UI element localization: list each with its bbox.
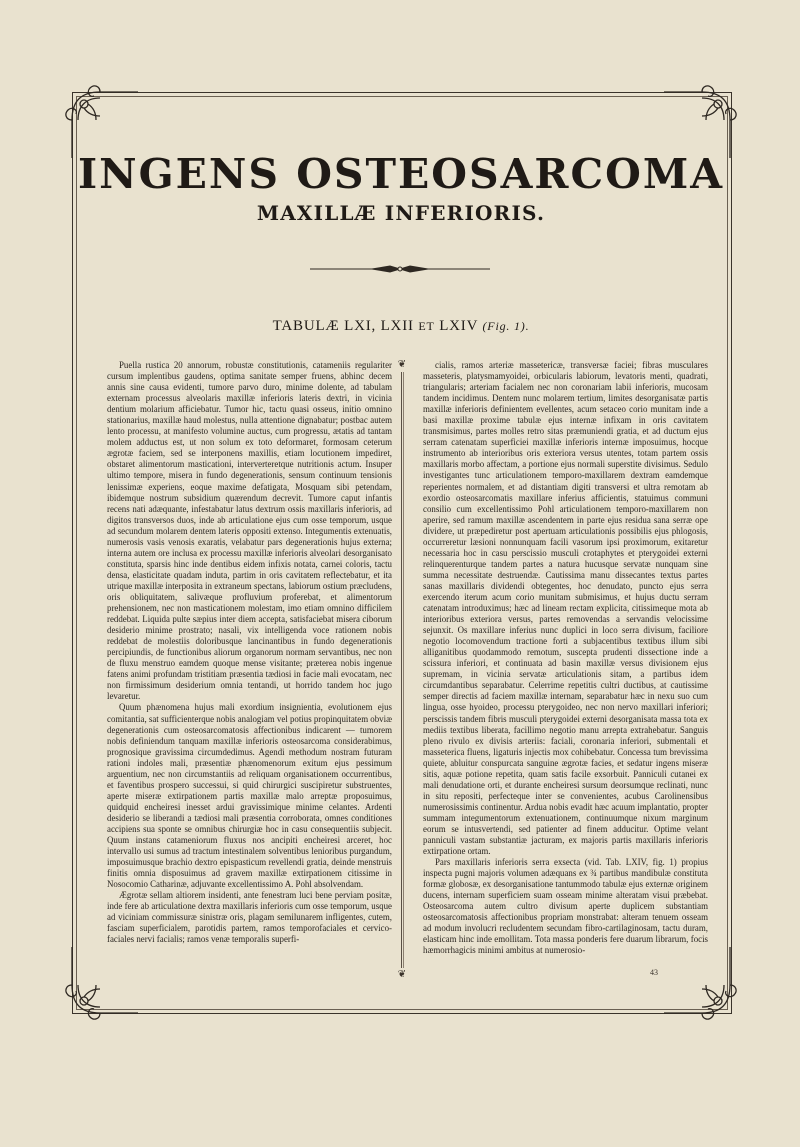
paragraph: cialis, ramos arteriæ massetericæ, transversæ faciei; fibras musculares masseteris, platysmamyoidei, orbicularis labiorum, levatoris menti, quadrati, triangularis; arteriam facialem nec non coronariam labii inferioris, mucosam tandem incidimus. Dentem nunc molarem tertium, limites desorganisatæ partis maxillæ inferioris definientem evellentes, acum setaceo corio munitam inde a basi maxillæ proxime tabulæ ejus internæ infixam in oris cavitatem transmisimus, partes molles retro sitas præmuniendi gratia, et ad ductum ejus serram catenatam superficiei maxillæ inferioris internæ imposuimus, hocque instrumento ab interioribus oris exteriora versus utentes, totam partem ossis maxillaris morbo affectam, a portione ejus normali superstite divisimus. Sedulo investigantes tunc articulationem temporo-maxillarem dextram eamdemque reperientes normalem, et ad distantiam digiti transversi et ultra remotam ab exordio osteosarcomatis maxillare inferius afficientis, statuimus communi consilio cum excellentissimo Pohl articulationem temporo-maxillarem non aperire, sed ramum maxillæ ascendentem in parte ejus residua sana serræ ope dividere, ut præpediretur post apertuam articulationis possibilis ejus phlogosis, occurreretur læsioni nonnunquam facili vasorum ipsi proximorum, exitaretur necessaria hoc in casu perscissio musculi crotaphytes et pterygoidei externi relinquerenturque tandem partes a natura hucusque servatæ nunquam sine summa necessitate destruendæ. Cautissima manu dissecantes textus partes sanas maxillaris dividendi obtegentes, hoc denudato, puncto ejus serra exercendo iterum acum corio munitam submisimus, et hujus ductu serram catenatam introduximus; hæc ad lineam rectam explicita, citissimeque mota ab interioribus exteriora versus, partes removendas a servandis velocissime sejunxit. Os maxillare inferius nunc duplici in loco serra divisum, faciliore negotio locomovendum tractione forti a subjacentibus textibus illum sibi alliganitibus quodammodo remotum, suscepta prudenti dissectione inde a scissura inferiori, et continuata ad basin maxillæ versus divisionem ejus supremam, in vicinia servatæ articulationis sitam, a partibus idem circumdantibus separabatur. Celerrime repetitis cultri ductibus, at cautissime semper directis ad faciem maxillæ internam, separabatur hæc in nexu suo cum lingua, osse hyoideo, processu pterygoideo, nec non nervo maxillari inferiori; perscissis tandem fibris musculi pterygoidei externi desorganisata massa tota ex mediis textibus liberata, facillimo negotio manu arrepta extrahebatur. Sanguis pleno rivulo ex divisis arteriis: faciali, coronaria inferiori, submentali et masseterica fluens, ligaturis injectis mox cohibebatur. Concessa tum brevissima quiete, abluitur conspurcata sanguine ægrotæ facies, et sedatur ingens miseræ sitis, aquæ potione repetita, quam satis facile exsorbuit. Panniculi cutanei ex mali denudatione orti, et durante encheiresi sursum deorsumque reclinati, nunc in situ repositi, perfecteque inter se convenientes, acubus Carolinensibus numerosissimis continentur. Ardua nobis evadit hæc acuum implantatio, propter summam integumentorum extenuationem, continuumque nixum marginum eorum se intusvertendi, sed patienter ad finem adducitur. Optime velant panniculi vastam substantiæ jacturam, ex majoris partis maxillaris inferioris extirpatione ortam.	[423, 360, 708, 857]
paragraph: Pars maxillaris inferioris serra exsecta (vid. Tab. LXIV, fig. 1) propius inspecta pugni majoris volumen adæquans ex ¾ partibus mandibulæ constituta formæ globosæ, ex desorganisatione tantummodo tabulæ ejus externæ originem ducens, internam superficiem suam osseam minime alteratam visui præbebat. Osteosarcoma autem cultro divisum aperte duplicem substantiam osteosarcomatosis affectionibus propriam monstrabat: alteram tenuem osseam ad modum involucri recludentem secundam fibro-cartilaginosam, tactu duram, elasticam hinc inde emollitam. Tota massa ponderis fere duarum librarum, focis hæmorrhagicis minimi ambitus at numerosio-	[423, 857, 708, 956]
plates-conjunction: ET	[418, 319, 435, 333]
plates-reference	[72, 318, 730, 335]
paragraph: Puella rustica 20 annorum, robustæ constitutionis, catameniis regulariter cursum implentibus gaudens, optima sanitate semper fruens, abhinc decem annis sine causa evidenti, tumore parvo duro, minime dolente, ad tabulam externam processus alveolaris maxillæ inferioris lateris dextri, in vicinia dentium molarium afficiebatur. Tumor hic, tactu quasi osseus, initio omnino stationarius, maxillæ haud molestus, nulla attentione dignabatur; postbac autem lento processu, at manifesto volumine auctus, cum progressu, ætatis ad tantam molem adductus est, ut non solum ex toto deformaret, formosam ceterum ægrotæ faciem, sed se interponens maxillis, etiam locutionem impediret, obstaret alimentorum masticationi, interverteretque nutritionis actum. Insuper ultimo tempore, misera in fundo degenerationis, sensum continuum tensionis lenissimæ experiens, eoque maxime defatigata, Mosquam sibi petendam, ibidemque nostrum subsidium quærendum decrevit. Tumore caput infantis recens nati adæquante, infestabatur latus dextrum ossis maxillaris inferioris, ad digitos transversos duos, inde ab articulatione ejus cum osse temporum, usque ad secundum molarem dentem lateris oppositi extenso. Integumentis extenuatis, numerosis vasis venosis exaratis, velabatur pars degenerationis hujus externa; interna autem ore inclusa ex processu maxillæ inferioris alveolari desorganisato constituta, sparsis hinc inde dentibus eidem infixis notata, carnei coloris, tactu densa, elasticitate quadam induta, partim in oris cavitatem reflectebatur, et ita utrique maxillæ interposita in extraneum spectans, labiorum ostium præcludens, oris obliquitatem, salivæque profluvium proferebat, et alimentorum prehensionem, nec non masticationem molestam, imo etiam omnino difficilem reddebat. Liquida pulte sæpius inter diem accepta, satisfaciebat misera ciborum desiderio minime prostrato; nasali, vix intelligenda voce rationem nobis reddebat de molestiis doloribusque lancinantibus in fundo degenerationis percipiundis, de functionibus aliorum organorum normam servantibus, nec non de fluxu menstruo eamdem quoque mense visitante; præterea nobis ingenue fatens animi profundam tristitiam præsentia tædiosi in facie mali evocatam, nec non firmissimum desiderium omnia tentandi, ut horrido tandem hoc jugo levaretur.	[107, 360, 392, 702]
plates-last: LXIV	[439, 318, 478, 334]
divider-ornament-icon	[310, 262, 490, 276]
figure-reference: (Fig. 1).	[482, 319, 530, 333]
divider-finial-icon: ❦	[397, 359, 407, 370]
corner-ornament-icon	[60, 80, 140, 160]
column-divider	[397, 360, 407, 980]
page-number: 43	[650, 968, 658, 977]
corner-ornament-icon	[662, 80, 742, 160]
page-subtitle: MAXILLÆ INFERIORIS.	[256, 201, 546, 225]
text-column-left	[107, 360, 392, 980]
divider-finial-icon: ❦	[397, 969, 407, 980]
paragraph: Quum phænomena hujus mali exordium insignientia, evolutionem ejus comitantia, sat sufficienterque nobis analogiam vel potius propinquitatem obviæ degenerationis cum osteosarcomatosis affectionibus indicarent — tumorem nobis definiendum tanquam maxillæ inferioris osteosarcoma considerabimus, prognosique gravissima circumdedimus. Agendi methodum nostram futuram rationi indoles mali, præsentiæ phænomenorum exitum ejus pessimum arguentium, nec non circumstantiis ad reliquam organisationem occurrentibus, et faventibus prospero successui, si quid chirurgici suscipiretur substruentes, aperte miseræ extirpationem partis maxillæ malo arreptæ proposuimus, quidquid encheiresi inesset ardui gravissimique minime celantes. Ardenti desiderio se liberandi a tædiosi mali præsentia corroborata, omnes conditiones accipiens sua sponte se omnibus chirurgiæ hoc in casu consequentiis subjecit. Quum instans catameniorum fluxus nos ancipiti encheiresi arceret, hoc intervallo usi sumus ad tractum intestinalem solventibus lenioribus purgandum, imposuimusque brachio dextro epispasticum revellendi gratia, deinde menstruis finitis omnia disposuimus ad gravem maxillæ extirpationem citissime in Nosocomio Catharinæ, adjuvante excellentissimo A. Pohl absolvendam.	[107, 702, 392, 890]
plates-main: TABULÆ LXI, LXII	[272, 318, 414, 334]
text-column-right	[423, 360, 708, 980]
page-title: INGENS OSTEOSARCOMA	[77, 150, 725, 198]
paragraph: Ægrotæ sellam altiorem insidenti, ante fenestram luci bene perviam positæ, inde fere ab articulatione dextra maxillaris inferioris cum osse temporum, usque ad viciniam commissuræ sinistræ oris, plagam semilunarem infligentes, cutem, fasciam superficialem, parotidis partem, ramos temporofaciales et cervico-faciales nervi facialis; ramos venæ temporalis superfi-	[107, 890, 392, 945]
